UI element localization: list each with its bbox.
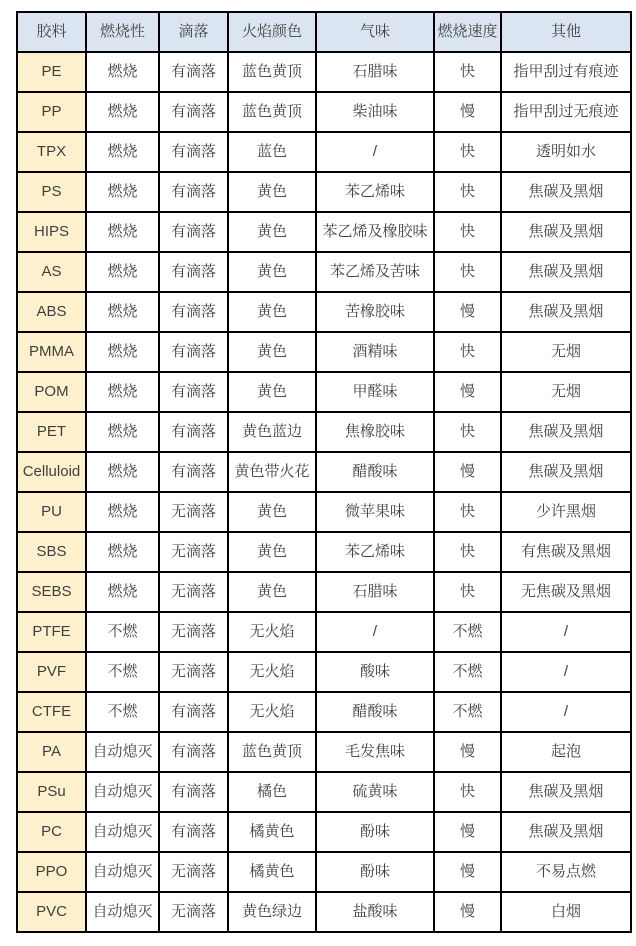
material-cell: PE	[17, 52, 86, 92]
table-cell: 橘黄色	[228, 812, 316, 852]
table-cell: 焦碳及黑烟	[501, 412, 631, 452]
table-cell: 黄色	[228, 332, 316, 372]
table-cell: 酒精味	[316, 332, 434, 372]
material-cell: PSu	[17, 772, 86, 812]
table-cell: 不燃	[86, 652, 159, 692]
table-cell: 黄色	[228, 252, 316, 292]
table-cell: /	[316, 132, 434, 172]
table-cell: 无火焰	[228, 612, 316, 652]
table-cell: 蓝色	[228, 132, 316, 172]
material-cell: AS	[17, 252, 86, 292]
table-cell: 不燃	[434, 692, 501, 732]
table-cell: 燃烧	[86, 332, 159, 372]
table-cell: /	[316, 612, 434, 652]
table-cell: 快	[434, 212, 501, 252]
table-cell: 燃烧	[86, 92, 159, 132]
table-cell: 焦碳及黑烟	[501, 812, 631, 852]
table-cell: 橘色	[228, 772, 316, 812]
table-cell: 燃烧	[86, 492, 159, 532]
table-cell: 不易点燃	[501, 852, 631, 892]
material-cell: PC	[17, 812, 86, 852]
table-cell: 慢	[434, 372, 501, 412]
col-header-burn-speed: 燃烧速度	[434, 12, 501, 52]
table-cell: 有滴落	[159, 212, 228, 252]
table-row-pvc	[17, 892, 631, 932]
plastics-burning-characteristics-table	[16, 11, 632, 933]
table-cell: 慢	[434, 92, 501, 132]
table-row-ctfe	[17, 692, 631, 732]
table-row-hips	[17, 212, 631, 252]
table-cell: 有滴落	[159, 772, 228, 812]
col-header-other: 其他	[501, 12, 631, 52]
table-cell: 不燃	[86, 692, 159, 732]
table-cell: 黄色	[228, 212, 316, 252]
table-cell: 硫黄味	[316, 772, 434, 812]
table-row-pmma	[17, 332, 631, 372]
table-cell: 燃烧	[86, 252, 159, 292]
table-cell: 无火焰	[228, 692, 316, 732]
table-cell: 有滴落	[159, 372, 228, 412]
table-cell: 有滴落	[159, 452, 228, 492]
material-cell: PTFE	[17, 612, 86, 652]
table-cell: 指甲刮过无痕迹	[501, 92, 631, 132]
table-cell: 焦碳及黑烟	[501, 172, 631, 212]
table-cell: 有滴落	[159, 332, 228, 372]
table-cell: /	[501, 612, 631, 652]
table-cell: 无滴落	[159, 532, 228, 572]
table-cell: 苯乙烯味	[316, 172, 434, 212]
material-cell: PVF	[17, 652, 86, 692]
table-row-ppo	[17, 852, 631, 892]
table-cell: 慢	[434, 852, 501, 892]
table-cell: 苦橡胶味	[316, 292, 434, 332]
material-cell: SEBS	[17, 572, 86, 612]
table-row-ps	[17, 172, 631, 212]
table-cell: 无火焰	[228, 652, 316, 692]
material-cell: PPO	[17, 852, 86, 892]
table-cell: 燃烧	[86, 572, 159, 612]
table-cell: 醋酸味	[316, 452, 434, 492]
table-cell: 焦碳及黑烟	[501, 212, 631, 252]
table-row-tpx	[17, 132, 631, 172]
table-cell: 酸味	[316, 652, 434, 692]
table-cell: 快	[434, 772, 501, 812]
table-cell: 不燃	[434, 612, 501, 652]
table-row-pe	[17, 52, 631, 92]
table-cell: 慢	[434, 292, 501, 332]
table-row-pom	[17, 372, 631, 412]
table-cell: 柴油味	[316, 92, 434, 132]
table-cell: 酚味	[316, 852, 434, 892]
table-cell: 黄色	[228, 372, 316, 412]
table-cell: 快	[434, 172, 501, 212]
material-cell: HIPS	[17, 212, 86, 252]
table-cell: 醋酸味	[316, 692, 434, 732]
material-cell: TPX	[17, 132, 86, 172]
table-cell: 自动熄灭	[86, 732, 159, 772]
table-cell: 快	[434, 492, 501, 532]
table-cell: 燃烧	[86, 172, 159, 212]
material-cell: Celluloid	[17, 452, 86, 492]
material-cell: SBS	[17, 532, 86, 572]
table-cell: 燃烧	[86, 292, 159, 332]
table-row-pu	[17, 492, 631, 532]
table-cell: 蓝色黄顶	[228, 52, 316, 92]
table-row-psu	[17, 772, 631, 812]
table-cell: 透明如水	[501, 132, 631, 172]
table-cell: 无滴落	[159, 492, 228, 532]
col-header-flame-color: 火焰颜色	[228, 12, 316, 52]
table-cell: 无烟	[501, 332, 631, 372]
table-cell: 甲醛味	[316, 372, 434, 412]
table-cell: 燃烧	[86, 372, 159, 412]
table-cell: 有滴落	[159, 732, 228, 772]
table-cell: 焦碳及黑烟	[501, 772, 631, 812]
material-cell: CTFE	[17, 692, 86, 732]
table-cell: 少许黑烟	[501, 492, 631, 532]
table-cell: 起泡	[501, 732, 631, 772]
table-cell: 黄色	[228, 172, 316, 212]
table-cell: 自动熄灭	[86, 892, 159, 932]
table-cell: 黄色	[228, 532, 316, 572]
table-row-celluloid	[17, 452, 631, 492]
table-cell: 燃烧	[86, 132, 159, 172]
table-cell: 石腊味	[316, 572, 434, 612]
table-cell: 有滴落	[159, 92, 228, 132]
table-cell: 蓝色黄顶	[228, 732, 316, 772]
table-cell: /	[501, 692, 631, 732]
table-cell: 指甲刮过有痕迹	[501, 52, 631, 92]
table-cell: 无滴落	[159, 652, 228, 692]
table-cell: 有滴落	[159, 132, 228, 172]
table-row-pet	[17, 412, 631, 452]
table-cell: 黄色带火花	[228, 452, 316, 492]
table-row-pp	[17, 92, 631, 132]
table-cell: 苯乙烯味	[316, 532, 434, 572]
table-cell: 盐酸味	[316, 892, 434, 932]
table-cell: 有滴落	[159, 412, 228, 452]
header-row	[17, 12, 631, 52]
table-cell: 蓝色黄顶	[228, 92, 316, 132]
material-cell: PP	[17, 92, 86, 132]
table-row-pa	[17, 732, 631, 772]
table-cell: 无烟	[501, 372, 631, 412]
table-cell: 快	[434, 252, 501, 292]
table-cell: 快	[434, 132, 501, 172]
table-cell: 慢	[434, 892, 501, 932]
table-cell: 黄色	[228, 572, 316, 612]
material-cell: PU	[17, 492, 86, 532]
table-cell: 焦碳及黑烟	[501, 252, 631, 292]
table-cell: 快	[434, 532, 501, 572]
table-row-pvf	[17, 652, 631, 692]
table-cell: 自动熄灭	[86, 812, 159, 852]
material-cell: PET	[17, 412, 86, 452]
table-cell: 无焦碳及黑烟	[501, 572, 631, 612]
table-row-abs	[17, 292, 631, 332]
table-cell: 有滴落	[159, 292, 228, 332]
table-cell: 无滴落	[159, 852, 228, 892]
table-cell: 有滴落	[159, 812, 228, 852]
table-row-as	[17, 252, 631, 292]
material-cell: PA	[17, 732, 86, 772]
table-cell: 慢	[434, 812, 501, 852]
col-header-dripping: 滴落	[159, 12, 228, 52]
table-cell: 橘黄色	[228, 852, 316, 892]
table-cell: 酚味	[316, 812, 434, 852]
col-header-odor: 气味	[316, 12, 434, 52]
table-cell: 黄色蓝边	[228, 412, 316, 452]
table-cell: 焦碳及黑烟	[501, 452, 631, 492]
table-cell: 无滴落	[159, 892, 228, 932]
table-cell: 无滴落	[159, 572, 228, 612]
table-cell: 有滴落	[159, 252, 228, 292]
table-cell: /	[501, 652, 631, 692]
table-cell: 石腊味	[316, 52, 434, 92]
table-cell: 有滴落	[159, 52, 228, 92]
table-cell: 慢	[434, 732, 501, 772]
table-cell: 燃烧	[86, 52, 159, 92]
table-cell: 苯乙烯及橡胶味	[316, 212, 434, 252]
table-cell: 黄色绿边	[228, 892, 316, 932]
col-header-flammability: 燃烧性	[86, 12, 159, 52]
table-cell: 慢	[434, 452, 501, 492]
table-cell: 自动熄灭	[86, 852, 159, 892]
material-cell: POM	[17, 372, 86, 412]
table-cell: 快	[434, 412, 501, 452]
table-cell: 苯乙烯及苦味	[316, 252, 434, 292]
table-cell: 有滴落	[159, 172, 228, 212]
table-cell: 有焦碳及黑烟	[501, 532, 631, 572]
col-header-material: 胶料	[17, 12, 86, 52]
table-cell: 燃烧	[86, 412, 159, 452]
table-cell: 燃烧	[86, 452, 159, 492]
table-cell: 白烟	[501, 892, 631, 932]
material-cell: PVC	[17, 892, 86, 932]
table-cell: 毛发焦味	[316, 732, 434, 772]
material-cell: PS	[17, 172, 86, 212]
table-cell: 自动熄灭	[86, 772, 159, 812]
table-cell: 微苹果味	[316, 492, 434, 532]
material-cell: ABS	[17, 292, 86, 332]
table-row-pc	[17, 812, 631, 852]
material-cell: PMMA	[17, 332, 86, 372]
table-cell: 不燃	[86, 612, 159, 652]
table-cell: 快	[434, 332, 501, 372]
table-cell: 快	[434, 572, 501, 612]
table-cell: 黄色	[228, 492, 316, 532]
table-row-sebs	[17, 572, 631, 612]
table-cell: 有滴落	[159, 692, 228, 732]
table-cell: 燃烧	[86, 212, 159, 252]
table-cell: 焦碳及黑烟	[501, 292, 631, 332]
table-cell: 焦橡胶味	[316, 412, 434, 452]
table-cell: 无滴落	[159, 612, 228, 652]
table-cell: 快	[434, 52, 501, 92]
table-cell: 黄色	[228, 292, 316, 332]
table-cell: 不燃	[434, 652, 501, 692]
table-row-ptfe	[17, 612, 631, 652]
table-row-sbs	[17, 532, 631, 572]
table-cell: 燃烧	[86, 532, 159, 572]
